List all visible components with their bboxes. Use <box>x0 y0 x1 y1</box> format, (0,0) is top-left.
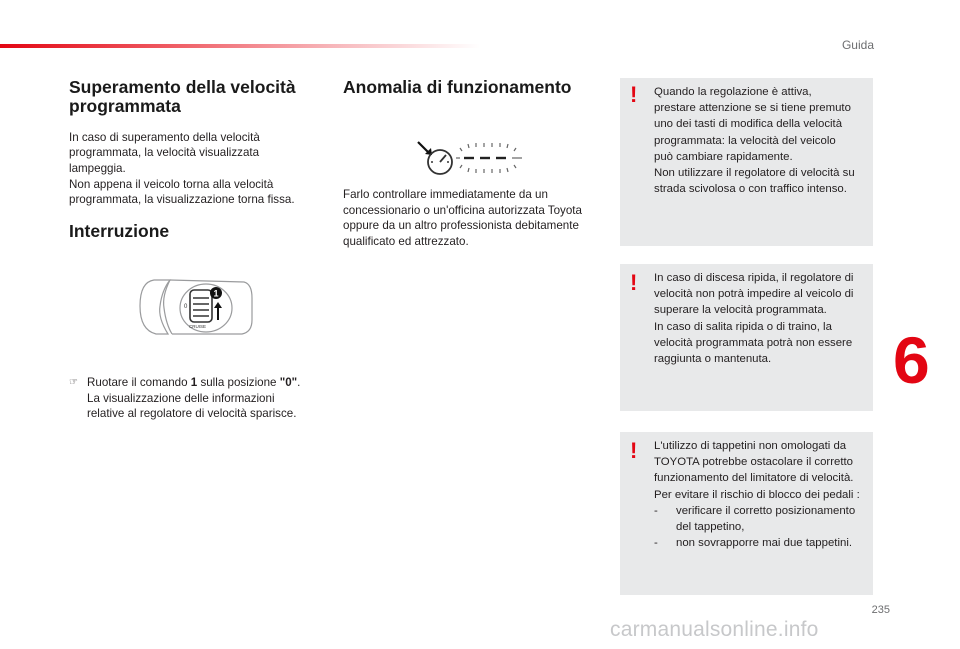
watermark: carmanualsonline.info <box>610 618 819 641</box>
bullet-item: ☞ Ruotare il comando 1 sulla posizione "0". La visualizzazione delle informazioni relative al regolatore di velocità sparisce. <box>69 376 301 421</box>
warning-text: Quando la regolazione è attiva, prestare attenzione se si tiene premuto uno dei tasti di modifica della velocità programmata: la velocità del veicolo può cambiare rapidamente. Non utilizzare il regolatore di velocità su strada scivolosa o con traffico intenso. <box>654 86 855 196</box>
cruise-control-stalk-illustration <box>134 268 260 346</box>
page-number: 235 <box>871 604 890 616</box>
exclamation-warning-icon: ! <box>630 82 638 107</box>
chapter-number: 6 <box>893 323 930 397</box>
malfunction-text: Farlo controllare immediatamente da un concessionario o un'officina autorizzata Toyota oppure da un altro professionista debitamente qualificato ed attrezzato. <box>343 188 582 248</box>
dash-list-item: - non sovrapporre mai due tappetini. <box>654 537 853 550</box>
dash-list-item: - verificare il corretto posizionamento del tappetino, <box>654 504 856 534</box>
stalk-cruise-label: CRUISE <box>189 324 207 329</box>
column-left <box>69 78 329 241</box>
column-middle <box>343 78 613 97</box>
cruise-fault-display-illustration <box>416 138 528 178</box>
overspeed-text: In caso di superamento della velocità programmata, la velocità visualizzata lampeggia. Non appena il veicolo torna alla velocità programmata, la visualizzazione torna fissa. <box>69 130 295 207</box>
header-accent-bar <box>0 44 480 48</box>
malfunction-title: Anomalia di funzionamento <box>343 77 572 97</box>
callout-badge-label: 1 <box>213 288 219 299</box>
warning-text: L'utilizzo di tappetini non omologati da TOYOTA potrebbe ostacolare il corretto funzionamento del limitatore di velocità. Per evitare il rischio di blocco dei pedali : <box>654 440 860 501</box>
interruption-title: Interruzione <box>69 220 170 241</box>
overspeed-title: Superamento della velocità programmata <box>69 77 296 116</box>
exclamation-warning-icon: ! <box>630 438 638 463</box>
section-label: Guida <box>841 38 874 52</box>
flashing-dashes-icon <box>456 143 522 173</box>
stalk-zero-label: 0 <box>184 304 188 310</box>
exclamation-warning-icon: ! <box>630 270 638 295</box>
interruption-instruction <box>69 375 339 422</box>
warning-box-floor-mats <box>620 432 873 595</box>
pointer-bullet-icon: ☞ <box>69 377 78 388</box>
warning-text: In caso di discesa ripida, il regolatore di velocità non potrà impedire al veicolo di superare la velocità programmata. In caso di salita ripida o di traino, la velocità programmata potrà non essere raggiunta o mantenuta. <box>654 272 854 366</box>
malfunction-text-block <box>343 187 613 249</box>
warning-box-active-regulation <box>620 78 873 246</box>
warning-box-steep-slope <box>620 264 873 411</box>
